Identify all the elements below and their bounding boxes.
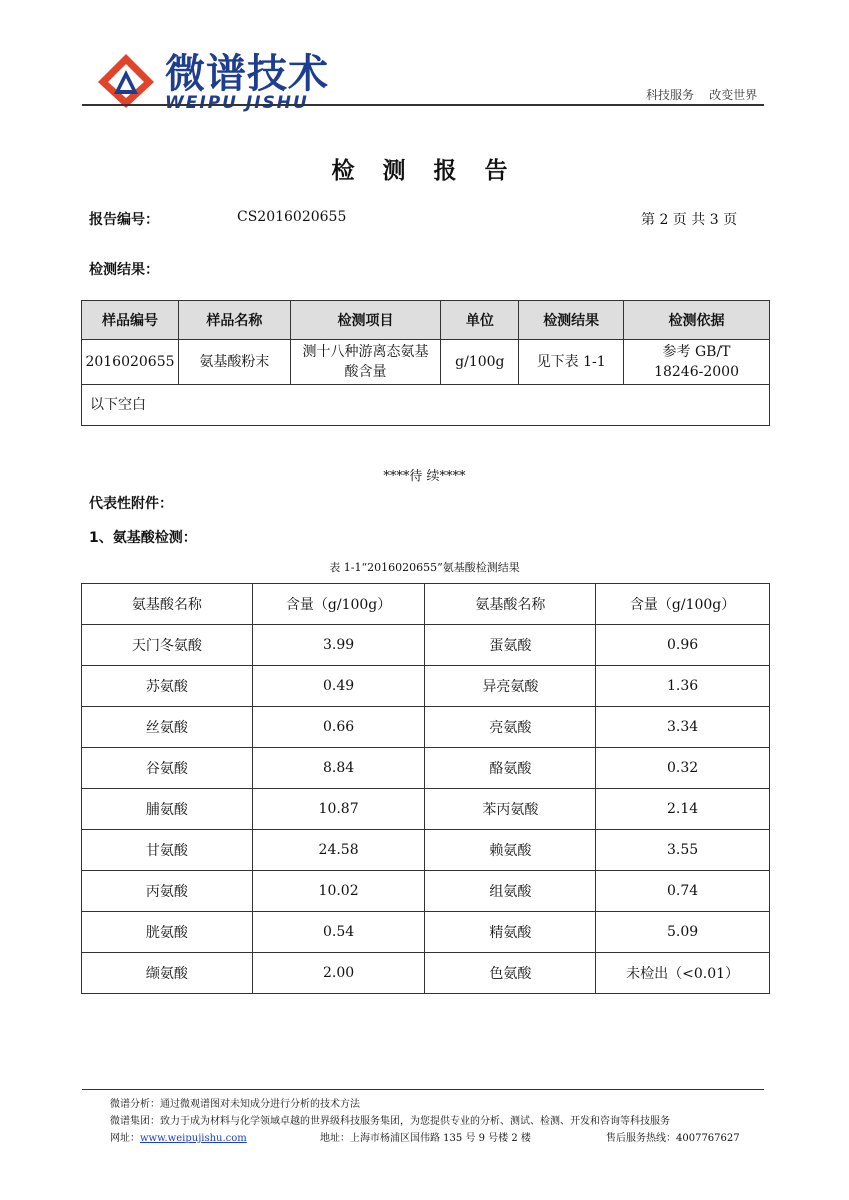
footer-website <box>110 1129 247 1144</box>
sample-name-cell: 氨基酸粉末 <box>178 340 290 385</box>
summary-header-row <box>82 301 770 340</box>
amino-header-row <box>82 584 770 625</box>
blank-note-row <box>82 385 770 426</box>
amino-name-cell: 组氨酸 <box>425 871 596 912</box>
sample-id-cell: 2016020655 <box>82 340 179 385</box>
amino-value-cell: 8.84 <box>252 748 425 789</box>
amino-value-cell: 0.66 <box>252 707 425 748</box>
amino-name-cell: 甘氨酸 <box>82 830 253 871</box>
amino-value-cell: 1.36 <box>596 666 770 707</box>
summary-data-row <box>82 340 770 385</box>
header-cell: 含量（g/100g） <box>596 584 770 625</box>
amino-name-cell: 苯丙氨酸 <box>425 789 596 830</box>
header-cell: 样品编号 <box>82 301 179 340</box>
amino-name-cell: 天门冬氨酸 <box>82 625 253 666</box>
amino-value-cell: 0.49 <box>252 666 425 707</box>
amino-name-cell: 精氨酸 <box>425 912 596 953</box>
amino-data-row <box>82 666 770 707</box>
section-label: 1、氨基酸检测： <box>89 530 197 546</box>
amino-name-cell: 异亮氨酸 <box>425 666 596 707</box>
continue-note: ****待 续**** <box>383 469 466 484</box>
report-title: 检 测 报 告 <box>331 158 518 184</box>
amino-value-cell: 2.14 <box>596 789 770 830</box>
page-info: 第 2 页 共 3 页 <box>641 212 738 228</box>
header-divider <box>82 104 764 106</box>
header-cell: 单位 <box>441 301 519 340</box>
test-item-cell: 测十八种游离态氨基酸含量 <box>290 340 441 385</box>
amino-data-row <box>82 789 770 830</box>
header-slogan: 科技服务 改变世界 <box>646 88 758 102</box>
amino-acid-table <box>81 583 770 994</box>
company-logo-icon <box>96 52 156 110</box>
website-label: 网址： <box>110 1133 140 1144</box>
amino-value-cell: 10.02 <box>252 871 425 912</box>
header-cell: 氨基酸名称 <box>82 584 253 625</box>
amino-name-cell: 丙氨酸 <box>82 871 253 912</box>
amino-name-cell: 色氨酸 <box>425 953 596 994</box>
amino-value-cell: 3.34 <box>596 707 770 748</box>
footer-line-2: 微谱集团：致力于成为材料与化学领域卓越的世界级科技服务集团，为您提供专业的分析、测试、检测、开发和咨询等科技服务 <box>110 1116 670 1127</box>
amino-value-cell: 0.32 <box>596 748 770 789</box>
results-label: 检测结果： <box>89 262 159 278</box>
report-number: CS2016020655 <box>237 209 347 225</box>
amino-data-row <box>82 953 770 994</box>
footer-line-1: 微谱分析：通过微观谱图对未知成分进行分析的技术方法 <box>110 1099 360 1110</box>
unit-cell: g/100g <box>441 340 519 385</box>
amino-value-cell: 3.55 <box>596 830 770 871</box>
summary-table <box>81 300 770 426</box>
amino-data-row <box>82 830 770 871</box>
amino-name-cell: 脯氨酸 <box>82 789 253 830</box>
header-cell: 氨基酸名称 <box>425 584 596 625</box>
result-cell: 见下表 1-1 <box>519 340 624 385</box>
amino-data-row <box>82 748 770 789</box>
amino-value-cell: 24.58 <box>252 830 425 871</box>
logo-chinese-text: 微谱技术 <box>165 51 329 97</box>
amino-value-cell: 0.54 <box>252 912 425 953</box>
footer-hotline: 售后服务热线：4007767627 <box>606 1133 740 1144</box>
amino-value-cell: 0.96 <box>596 625 770 666</box>
basis-cell: 参考 GB/T 18246-2000 <box>624 340 770 385</box>
amino-name-cell: 谷氨酸 <box>82 748 253 789</box>
amino-value-cell: 未检出（<0.01） <box>596 953 770 994</box>
report-number-label: 报告编号： <box>89 212 159 228</box>
attachments-label: 代表性附件： <box>89 496 173 512</box>
amino-name-cell: 酪氨酸 <box>425 748 596 789</box>
website-link[interactable]: www.weipujishu.com <box>140 1133 247 1144</box>
blank-note: 以下空白 <box>82 385 770 426</box>
amino-data-row <box>82 707 770 748</box>
amino-name-cell: 缬氨酸 <box>82 953 253 994</box>
table-caption: 表 1-1“2016020655”氨基酸检测结果 <box>329 561 520 574</box>
amino-data-row <box>82 912 770 953</box>
amino-name-cell: 苏氨酸 <box>82 666 253 707</box>
logo-english-text: WEIPU JISHU <box>165 93 309 113</box>
amino-value-cell: 5.09 <box>596 912 770 953</box>
header-cell: 检测项目 <box>290 301 441 340</box>
footer-address: 地址：上海市杨浦区国伟路 135 号 9 号楼 2 楼 <box>320 1133 531 1144</box>
amino-name-cell: 胱氨酸 <box>82 912 253 953</box>
amino-value-cell: 0.74 <box>596 871 770 912</box>
header-cell: 含量（g/100g） <box>252 584 425 625</box>
amino-name-cell: 蛋氨酸 <box>425 625 596 666</box>
amino-value-cell: 3.99 <box>252 625 425 666</box>
footer-divider <box>82 1089 764 1090</box>
amino-value-cell: 2.00 <box>252 953 425 994</box>
amino-name-cell: 亮氨酸 <box>425 707 596 748</box>
amino-data-row <box>82 871 770 912</box>
header-cell: 检测依据 <box>624 301 770 340</box>
header-cell: 检测结果 <box>519 301 624 340</box>
amino-value-cell: 10.87 <box>252 789 425 830</box>
amino-name-cell: 赖氨酸 <box>425 830 596 871</box>
amino-data-row <box>82 625 770 666</box>
header-cell: 样品名称 <box>178 301 290 340</box>
amino-name-cell: 丝氨酸 <box>82 707 253 748</box>
